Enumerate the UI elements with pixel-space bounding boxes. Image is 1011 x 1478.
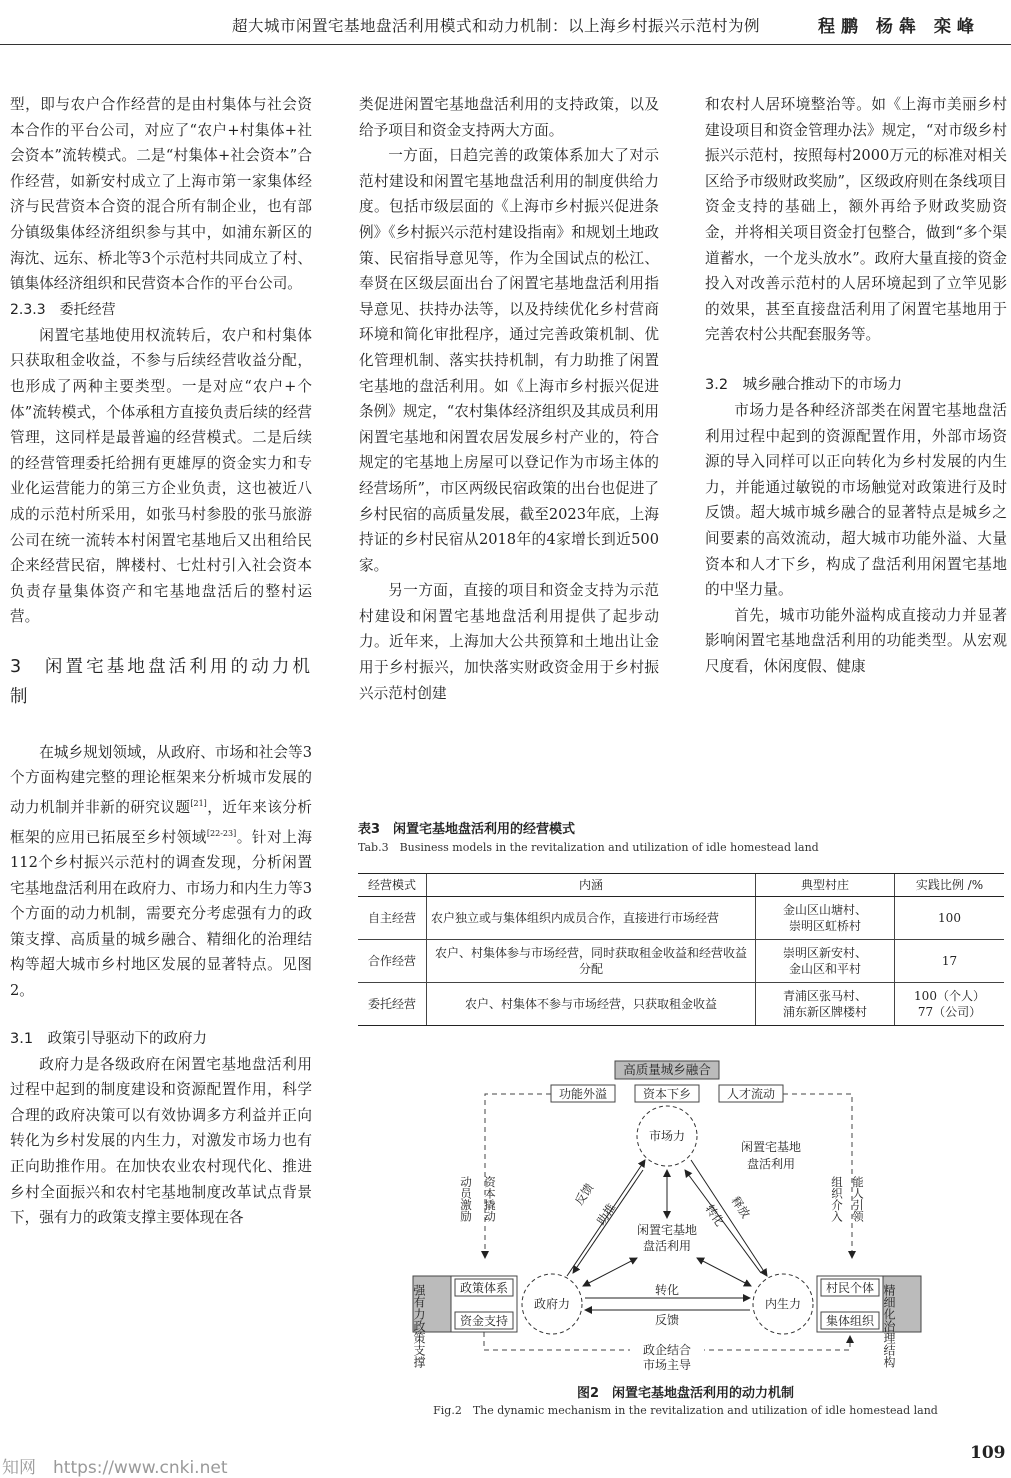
table-cell-mode: 合作经营 xyxy=(358,940,427,983)
table-header-cell: 实践比例 /% xyxy=(895,874,1005,897)
table-cell-ratio: 100 xyxy=(895,897,1005,940)
tag-function-overflow: 功能外溢 xyxy=(558,1087,608,1101)
business-models-table xyxy=(358,873,1004,1026)
tag-talent: 人才流动 xyxy=(726,1087,776,1101)
table-header-cell: 内涵 xyxy=(427,874,756,897)
column-2 xyxy=(359,92,659,706)
market-force: 市场力 xyxy=(648,1129,686,1143)
citation: [22-23] xyxy=(206,828,237,838)
page-number: 109 xyxy=(970,1443,1006,1463)
svg-text:资金支持: 资金支持 xyxy=(459,1314,509,1328)
svg-text:释放: 释放 xyxy=(728,1193,753,1221)
svg-text:转化: 转化 xyxy=(654,1283,680,1297)
svg-text:闲置宅基地: 闲置宅基地 xyxy=(740,1140,802,1154)
svg-text:转化: 转化 xyxy=(702,1201,727,1229)
svg-text:反馈: 反馈 xyxy=(654,1313,680,1327)
paragraph: 市场力是各种经济部类在闲置宅基地盘活利用过程中起到的资源配置作用，外部市场资源的导入同样可以正向转化为乡村发展的内生力，并能通过敏锐的市场触觉对政策进行及时反馈。超大城市城乡融合的显著特点是城乡之间要素的高效流动，超大城市功能外溢、大量资本和人才下乡，构成了盘活利用闲置宅基地的中坚力量。 xyxy=(705,401,1007,599)
svg-text:组织介入: 组织介入 xyxy=(830,1176,844,1222)
table-row xyxy=(358,897,1004,940)
paragraph: 首先，城市功能外溢构成直接动力并显著影响闲置宅基地盘活利用的功能类型。从宏观尺度看，休闲度假、健康 xyxy=(705,606,1007,675)
paragraph: 和农村人居环境整治等。如《上海市美丽乡村建设项目和资金管理办法》规定，“对市级乡村振兴示范村，按照每村2000万元的标准对相关区给予市级财政奖励”，区级政府则在条线项目资金支持的基础上，额外再给予财政奖励资金，并将相关项目资金打包整合，做到“多个渠道蓄水，一个龙头放水”。政府大量直接的资金投入对改善示范村的人居环境起到了立竿见影的效果，甚至直接盘活利用了闲置宅基地用于完善农村公共配套服务等。 xyxy=(705,96,1007,344)
figure-caption-en: Fig.2 The dynamic mechanism in the revitalization and utilization of idle homestead land xyxy=(433,1404,938,1417)
paragraph: 政府力是各级政府在闲置宅基地盘活利用过程中起到的制度建设和资源配置作用，科学合理的政府决策可以有效协调多方利益并正向转化为乡村发展的内生力，对激发市场力也有正向助推作用。在加快农业农村现代化、推进乡村全面振兴和农村宅基地制度改革试点背景下，强有力的政策支撑主要体现在各 xyxy=(10,1055,312,1227)
running-header-title: 超大城市闲置宅基地盘活利用模式和动力机制：以上海乡村振兴示范村为例 xyxy=(232,17,761,35)
svg-text:村民个体: 村民个体 xyxy=(825,1281,875,1295)
endogenous-force: 内生力 xyxy=(764,1297,802,1311)
table-caption-cn: 表3 闲置宅基地盘活利用的经营模式 xyxy=(358,822,576,837)
svg-text:闲置宅基地: 闲置宅基地 xyxy=(636,1223,698,1237)
tag-capital: 资本下乡 xyxy=(642,1087,692,1101)
watermark: 知网 https://www.cnki.net xyxy=(2,1458,228,1478)
section-heading-3: 3 闲置宅基地盘活利用的动力机制 xyxy=(10,656,312,707)
running-header-authors: 程鹏 杨犇 栾峰 xyxy=(818,17,980,37)
paragraph: 型，即与农户合作经营的是由村集体与社会资本合作的平台公司，对应了“农户+村集体+社会资本”流转模式。二是“村集体+社会资本”合作经营，如新安村成立了上海市第一家集体经济与民营资本合资的混合所有制企业，也有部分镇级集体经济组织参与其中，如浦东新区的海沈、远东、桥北等3个示范村共同成立了村、镇集体经济组织和民营资本合作的平台公司。 xyxy=(10,96,312,293)
table-cell-desc: 农户、村集体参与市场经营，同时获取租金收益和经营收益分配 xyxy=(427,940,756,983)
subsection-heading-3-2: 3.2 城乡融合推动下的市场力 xyxy=(705,376,903,393)
column-3 xyxy=(705,92,1007,679)
svg-text:助推: 助推 xyxy=(593,1200,619,1228)
figure-2-svg xyxy=(405,1058,925,1373)
paragraph: 在城乡规划领域，从政府、市场和社会等3个方面构建完整的理论框架来分析城市发展的动力机制并非新的研究议题[21]，近年来该分析框架的应用已拓展至乡村领域[22-23]。针对上海112个乡村振兴示范村的调查发现，分析闲置宅基地盘活利用在政府力、市场力和内生力等3个方面的动力机制，需要充分考虑强有力的政策支撑、高质量的城乡融合、精细化的治理结构等超大城市乡村地区发展的显著特点。见图2。 xyxy=(10,743,312,999)
table-row xyxy=(358,940,1004,983)
svg-text:政策体系: 政策体系 xyxy=(459,1281,509,1295)
svg-text:盘活利用: 盘活利用 xyxy=(642,1239,692,1253)
table-header-cell: 典型村庄 xyxy=(756,874,895,897)
svg-text:集体组织: 集体组织 xyxy=(825,1314,875,1328)
left-box-label: 强有力政策支撑 xyxy=(412,1284,426,1368)
table-cell-desc: 农户、村集体不参与市场经营，只获取租金收益 xyxy=(427,983,756,1026)
svg-text:政企结合: 政企结合 xyxy=(642,1343,692,1357)
paragraph: 闲置宅基地使用权流转后，农户和村集体只获取租金收益，不参与后续经营收益分配，也形成了两种主要类型。一是对应“农户+个体”流转模式，个体承租方直接负责后续的经营管理，这同样是最普遍的经营模式。二是后续的经营管理委托给拥有更雄厚的资金实力和专业化运营能力的第三方企业负责，这也被近八成的示范村所采用，如张马村参股的张马旅游公司在统一流转本村闲置宅基地后又出租给民企来经营民宿，牌楼村、七灶村引入社会资本负责存量集体资产和宅基地盘活后的整村运营。 xyxy=(10,326,312,626)
top-label: 高质量城乡融合 xyxy=(623,1062,711,1077)
subsection-heading-3-1: 3.1 政策引导驱动下的政府力 xyxy=(10,1030,208,1047)
paragraph: 另一方面，直接的项目和资金支持为示范村建设和闲置宅基地盘活利用提供了起步动力。近年来，上海加大公共预算和土地出让金用于乡村振兴，加快落实财政资金用于乡村振兴示范村创建 xyxy=(359,582,659,702)
svg-text:动员激励: 动员激励 xyxy=(459,1176,473,1222)
table-cell-ratio: 17 xyxy=(895,940,1005,983)
table-cell-villages: 金山区山塘村、 崇明区虹桥村 xyxy=(756,897,895,940)
government-force: 政府力 xyxy=(533,1297,571,1311)
running-header xyxy=(0,0,1011,45)
table-cell-desc: 农户独立或与集体组织内成员合作，直接进行市场经营 xyxy=(427,897,756,940)
table-cell-villages: 青浦区张马村、 浦东新区牌楼村 xyxy=(756,983,895,1026)
paragraph: 一方面，日趋完善的政策体系加大了对示范村建设和闲置宅基地盘活利用的制度供给力度。包括市级层面的《上海市乡村振兴促进条例》《乡村振兴示范村建设指南》和规划土地政策、民宿指导意见等，作为全国试点的松江、奉贤在区级层面出台了闲置宅基地盘活利用指导意见、扶持办法等，以及持续优化乡村营商环境和简化审批程序，通过完善政策机制、优化管理机制、落实扶持机制，有力助推了闲置宅基地的盘活利用。如《上海市乡村振兴促进条例》规定，“农村集体经济组织及其成员利用闲置宅基地和闲置农居发展乡村产业的，符合规定的宅基地上房屋可以登记作为市场主体的经营场所”，市区两级民宿政策的出台也促进了乡村民宿的高质量发展，截至2023年底，上海持证的乡村民宿从2018年的4家增长到近500家。 xyxy=(359,147,659,574)
svg-text:盘活利用: 盘活利用 xyxy=(746,1157,796,1171)
figure-2-diagram xyxy=(405,1058,925,1373)
table-row xyxy=(358,983,1004,1026)
table-cell-mode: 委托经营 xyxy=(358,983,427,1026)
svg-text:市场主导: 市场主导 xyxy=(642,1358,692,1372)
table-cell-villages: 崇明区新安村、 金山区和平村 xyxy=(756,940,895,983)
table-header-cell: 经营模式 xyxy=(358,874,427,897)
subsection-heading-2-3-3: 2.3.3 委托经营 xyxy=(10,301,116,318)
svg-text:能人引领: 能人引领 xyxy=(851,1176,865,1222)
svg-text:资本撬动: 资本撬动 xyxy=(483,1176,497,1222)
table-cell-mode: 自主经营 xyxy=(358,897,427,940)
paragraph: 类促进闲置宅基地盘活利用的支持政策，以及给予项目和资金支持两大方面。 xyxy=(359,96,659,139)
svg-text:反馈: 反馈 xyxy=(571,1180,597,1208)
column-1 xyxy=(10,92,312,1231)
citation: [21] xyxy=(190,799,207,809)
figure-caption-cn: 图2 闲置宅基地盘活利用的动力机制 xyxy=(576,1386,795,1401)
table-header-row xyxy=(358,874,1004,897)
right-box-label: 精细化治理结构 xyxy=(882,1284,896,1368)
table-caption-en: Tab.3 Business models in the revitalization and utilization of idle homestead land xyxy=(358,841,819,854)
table-cell-ratio: 100（个人） 77（公司） xyxy=(895,983,1005,1026)
